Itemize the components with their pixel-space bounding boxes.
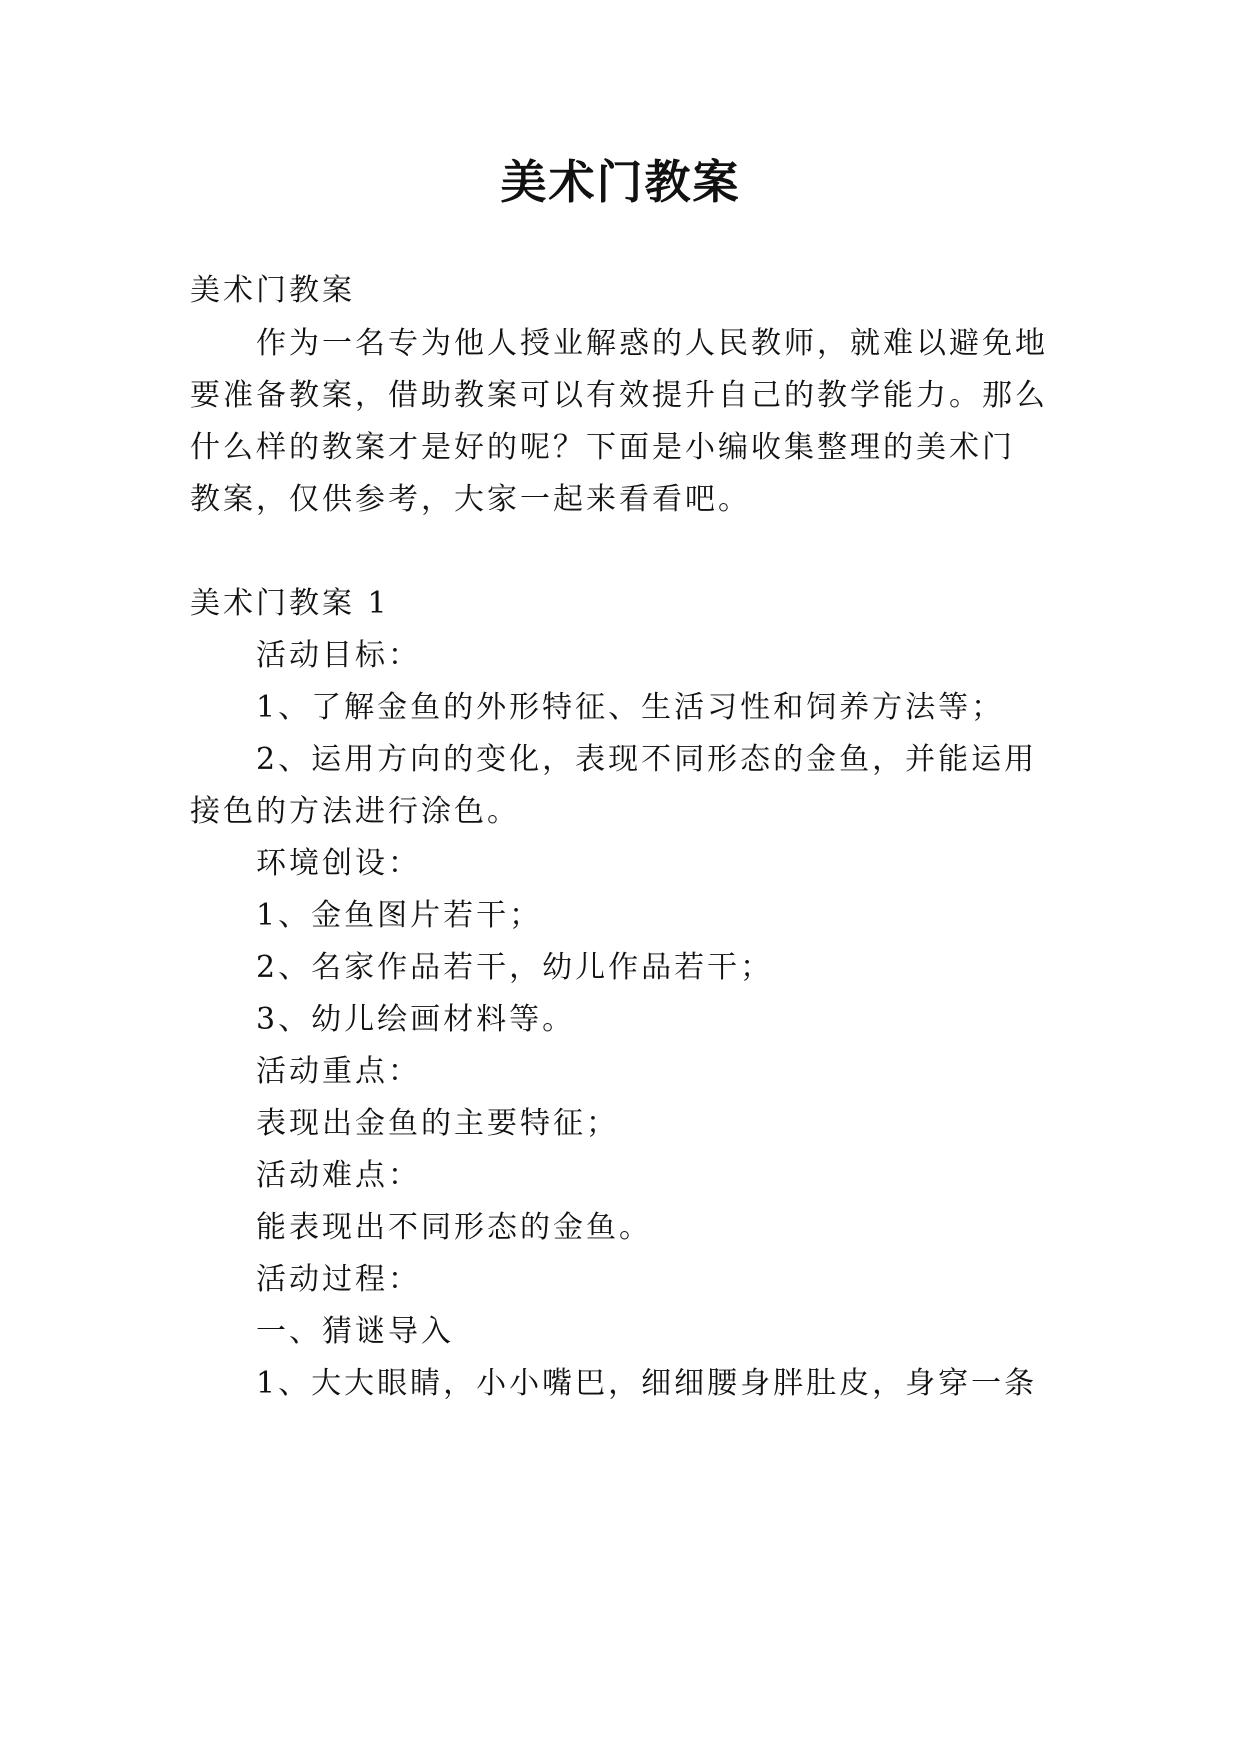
body-line: 一、猜谜导入	[256, 1314, 454, 1349]
body-line: 活动重点：	[256, 1054, 421, 1089]
body-line: 1、金鱼图片若干；	[256, 898, 543, 933]
body-line: 2、名家作品若干，幼儿作品若干；	[256, 950, 774, 985]
body-line: 活动目标：	[256, 638, 421, 673]
intro-line: 要准备教案，借助教案可以有效提升自己的教学能力。那么	[190, 378, 1048, 413]
document-title: 美术门教案	[500, 155, 741, 209]
intro-line: 作为一名专为他人授业解惑的人民教师，就难以避免地	[256, 326, 1048, 361]
body-line: 表现出金鱼的主要特征；	[256, 1106, 619, 1141]
body-line: 能表现出不同形态的金鱼。	[256, 1210, 652, 1245]
body-line: 1、了解金鱼的外形特征、生活习性和饲养方法等；	[256, 690, 1005, 725]
body-line: 1、大大眼睛，小小嘴巴，细细腰身胖肚皮，身穿一条	[256, 1366, 1038, 1401]
body-line: 2、运用方向的变化，表现不同形态的金鱼，并能运用	[256, 742, 1038, 777]
intro-line: 教案，仅供参考，大家一起来看看吧。	[190, 482, 751, 517]
body-line: 活动过程：	[256, 1262, 421, 1297]
body-line: 环境创设：	[256, 846, 421, 881]
section-heading: 美术门教案	[190, 273, 355, 308]
body-line: 接色的方法进行涂色。	[190, 794, 520, 829]
body-line: 3、幼儿绘画材料等。	[256, 1002, 576, 1037]
body-line: 活动难点：	[256, 1158, 421, 1193]
section-heading: 美术门教案 1	[190, 586, 390, 621]
intro-line: 什么样的教案才是好的呢？下面是小编收集整理的美术门	[190, 430, 1015, 465]
